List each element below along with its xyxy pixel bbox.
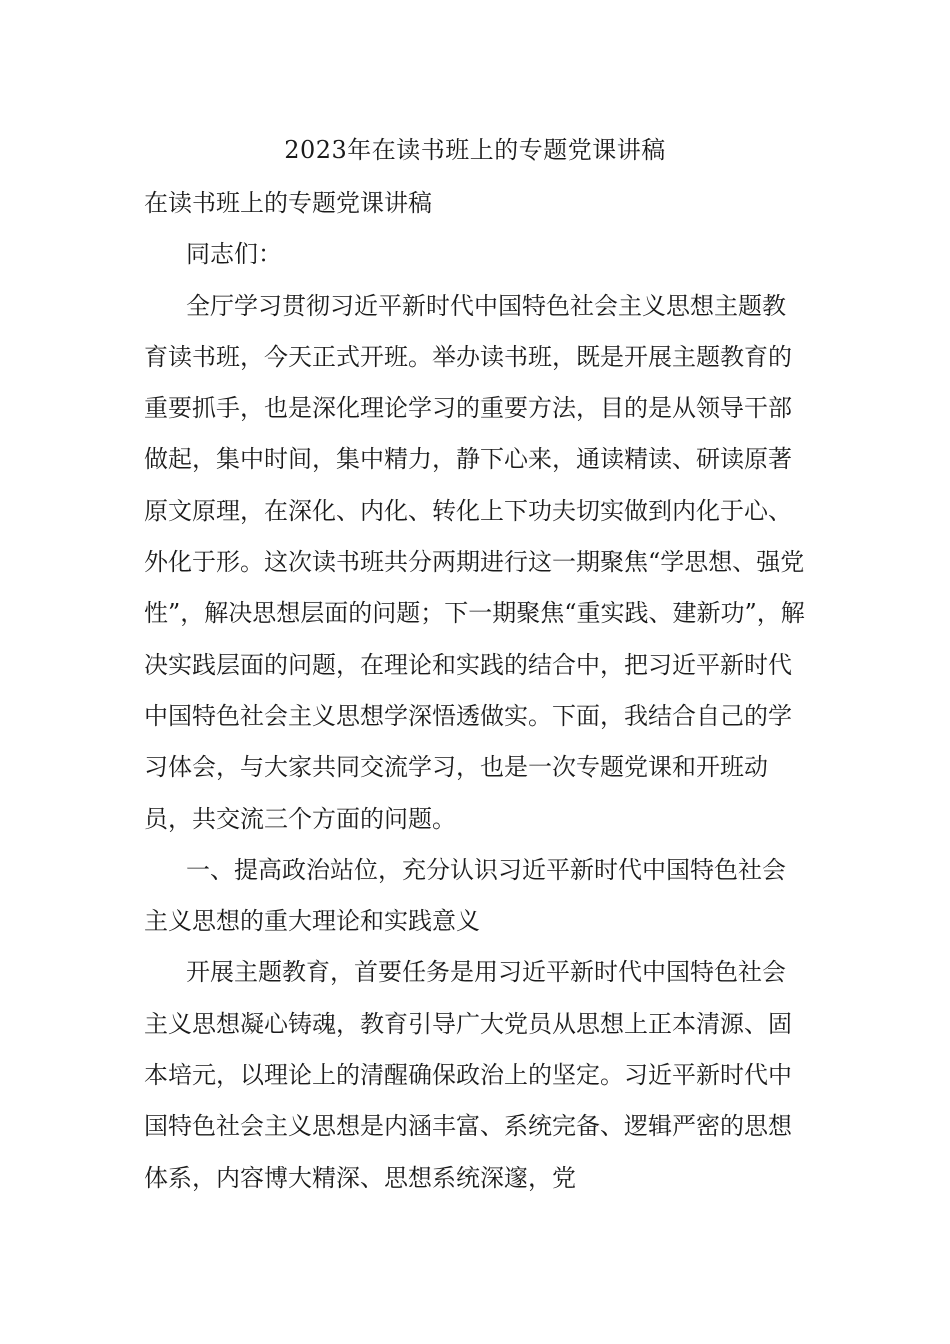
document-title: 2023年在读书班上的专题党课讲稿 bbox=[284, 136, 666, 164]
greeting: 同志们： bbox=[186, 240, 282, 269]
paragraph-section-1: 开展主题教育，首要任务是用习近平新时代中国特色社会主义思想凝心铸魂，教育引导广大党员从思想上正本清源、固本培元，以理论上的清醒确保政治上的坚定。习近平新时代中国特色社会主义思想是内涵丰富、系统完备、逻辑严密的思想体系，内容博大精深、思想系统深邃，党 bbox=[144, 958, 792, 1192]
document-body bbox=[144, 178, 808, 1204]
paragraph-intro: 全厅学习贯彻习近平新时代中国特色社会主义思想主题教育读书班，今天正式开班。举办读书班，既是开展主题教育的重要抓手，也是深化理论学习的重要方法，目的是从领导干部做起，集中时间，集中精力，静下心来，通读精读、研读原著原文原理，在深化、内化、转化上下功夫切实做到内化于心、外化于形。这次读书班共分两期进行这一期聚焦“学思想、强党性”，解决思想层面的问题；下一期聚焦“重实践、建新功”，解决实践层面的问题，在理论和实践的结合中，把习近平新时代中国特色社会主义思想学深悟透做实。下面，我结合自己的学习体会，与大家共同交流学习，也是一次专题党课和开班动员，共交流三个方面的问题。 bbox=[144, 291, 805, 833]
document-subtitle: 在读书班上的专题党课讲稿 bbox=[144, 189, 432, 217]
section-heading-1: 一、提高政治站位，充分认识习近平新时代中国特色社会主义思想的重大理论和实践意义 bbox=[144, 855, 786, 936]
